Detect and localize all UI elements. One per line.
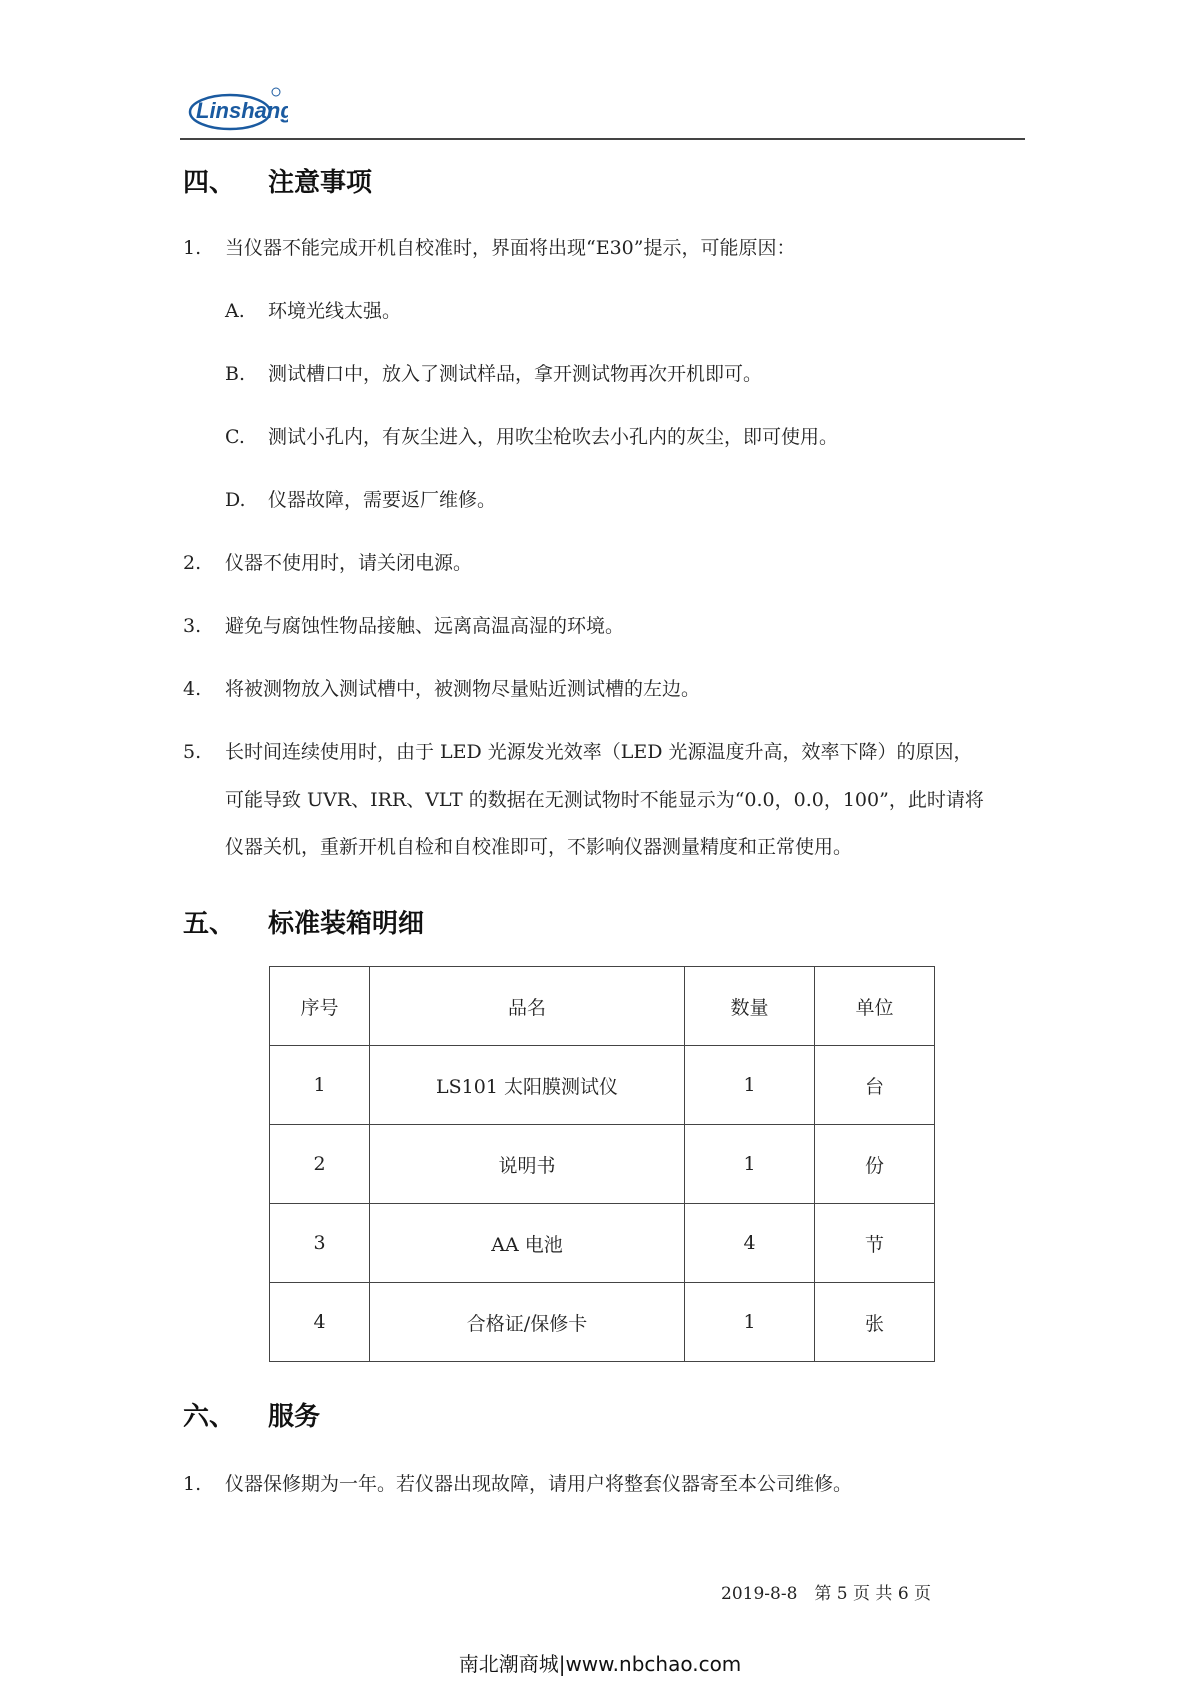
sub-text: 环境光线太强。 <box>268 300 402 322</box>
item-text: 将被测物放入测试槽中，被测物尽量贴近测试槽的左边。 <box>225 678 701 700</box>
cell: LS101 太阳膜测试仪 <box>370 1046 685 1125</box>
section-heading-5 <box>183 903 425 940</box>
item-text-line: 长时间连续使用时，由于 LED 光源发光效率（LED 光源温度升高，效率下降）的原因， <box>225 741 973 763</box>
cell: 份 <box>815 1125 935 1204</box>
header-cell: 序号 <box>270 967 370 1046</box>
sub-label: C. <box>225 426 245 448</box>
header-cell: 单位 <box>815 967 935 1046</box>
linshang-logo <box>188 84 288 134</box>
sub-label: D. <box>225 489 246 511</box>
header-cell: 品名 <box>370 967 685 1046</box>
item-text: 避免与腐蚀性物品接触、远离高温高湿的环境。 <box>225 615 625 637</box>
item-number: 2. <box>183 552 202 574</box>
note-item-2 <box>183 551 473 575</box>
sub-text: 仪器故障，需要返厂维修。 <box>268 489 497 511</box>
page-footer: 2019-8-8 第 5 页 共 6 页 <box>721 1584 932 1604</box>
sub-text: 测试小孔内，有灰尘进入，用吹尘枪吹去小孔内的灰尘，即可使用。 <box>268 426 839 448</box>
item-number: 3. <box>183 615 202 637</box>
item-number: 5. <box>183 741 202 763</box>
section-title: 注意事项 <box>268 168 373 198</box>
cell: 张 <box>815 1283 935 1362</box>
note-item-1 <box>183 236 796 260</box>
item-text: 当仪器不能完成开机自校准时，界面将出现“E30”提示，可能原因： <box>225 237 796 259</box>
sub-item-b <box>225 362 763 386</box>
cell: 台 <box>815 1046 935 1125</box>
cell: 1 <box>270 1046 370 1125</box>
note-item-4 <box>183 677 701 701</box>
section-number: 四、 <box>183 168 236 198</box>
cell: 4 <box>270 1283 370 1362</box>
section-heading-6 <box>183 1396 321 1433</box>
section-title: 标准装箱明细 <box>268 909 425 939</box>
cell: 2 <box>270 1125 370 1204</box>
note-item-3 <box>183 614 625 638</box>
table-row <box>270 1046 935 1125</box>
watermark: 南北潮商城|www.nbchao.com <box>458 1652 742 1676</box>
svg-text:Linshang: Linshang <box>196 98 288 123</box>
table-row <box>270 1125 935 1204</box>
service-item-1 <box>183 1472 853 1496</box>
cell: AA 电池 <box>370 1204 685 1283</box>
sub-item-c <box>225 425 839 449</box>
note-item-5 <box>183 740 984 858</box>
table-row <box>270 1283 935 1362</box>
sub-label: B. <box>225 363 246 385</box>
cell: 说明书 <box>370 1125 685 1204</box>
cell: 1 <box>685 1125 815 1204</box>
cell: 1 <box>685 1046 815 1125</box>
item-text-line: 可能导致 UVR、IRR、VLT 的数据在无测试物时不能显示为“0.0，0.0，100”，此时请将 <box>225 789 984 811</box>
item-text: 仪器不使用时，请关闭电源。 <box>225 552 473 574</box>
cell: 节 <box>815 1204 935 1283</box>
item-number: 1. <box>183 1473 202 1495</box>
sub-item-a <box>225 299 402 323</box>
sub-label: A. <box>225 300 245 322</box>
sub-item-d <box>225 488 497 512</box>
table-row <box>270 1204 935 1283</box>
cell: 合格证/保修卡 <box>370 1283 685 1362</box>
item-number: 1. <box>183 237 202 259</box>
item-text: 仪器保修期为一年。若仪器出现故障，请用户将整套仪器寄至本公司维修。 <box>225 1473 853 1495</box>
item-text-line: 仪器关机，重新开机自检和自校准即可，不影响仪器测量精度和正常使用。 <box>225 836 853 858</box>
header-divider <box>180 138 1025 140</box>
packing-list-table <box>269 966 935 1362</box>
cell: 1 <box>685 1283 815 1362</box>
section-heading-4 <box>183 162 373 199</box>
table-header-row <box>270 967 935 1046</box>
cell: 4 <box>685 1204 815 1283</box>
section-title: 服务 <box>268 1402 321 1432</box>
item-number: 4. <box>183 678 202 700</box>
section-number: 六、 <box>183 1402 236 1432</box>
section-number: 五、 <box>183 909 236 939</box>
cell: 3 <box>270 1204 370 1283</box>
sub-text: 测试槽口中，放入了测试样品，拿开测试物再次开机即可。 <box>268 363 763 385</box>
header-cell: 数量 <box>685 967 815 1046</box>
